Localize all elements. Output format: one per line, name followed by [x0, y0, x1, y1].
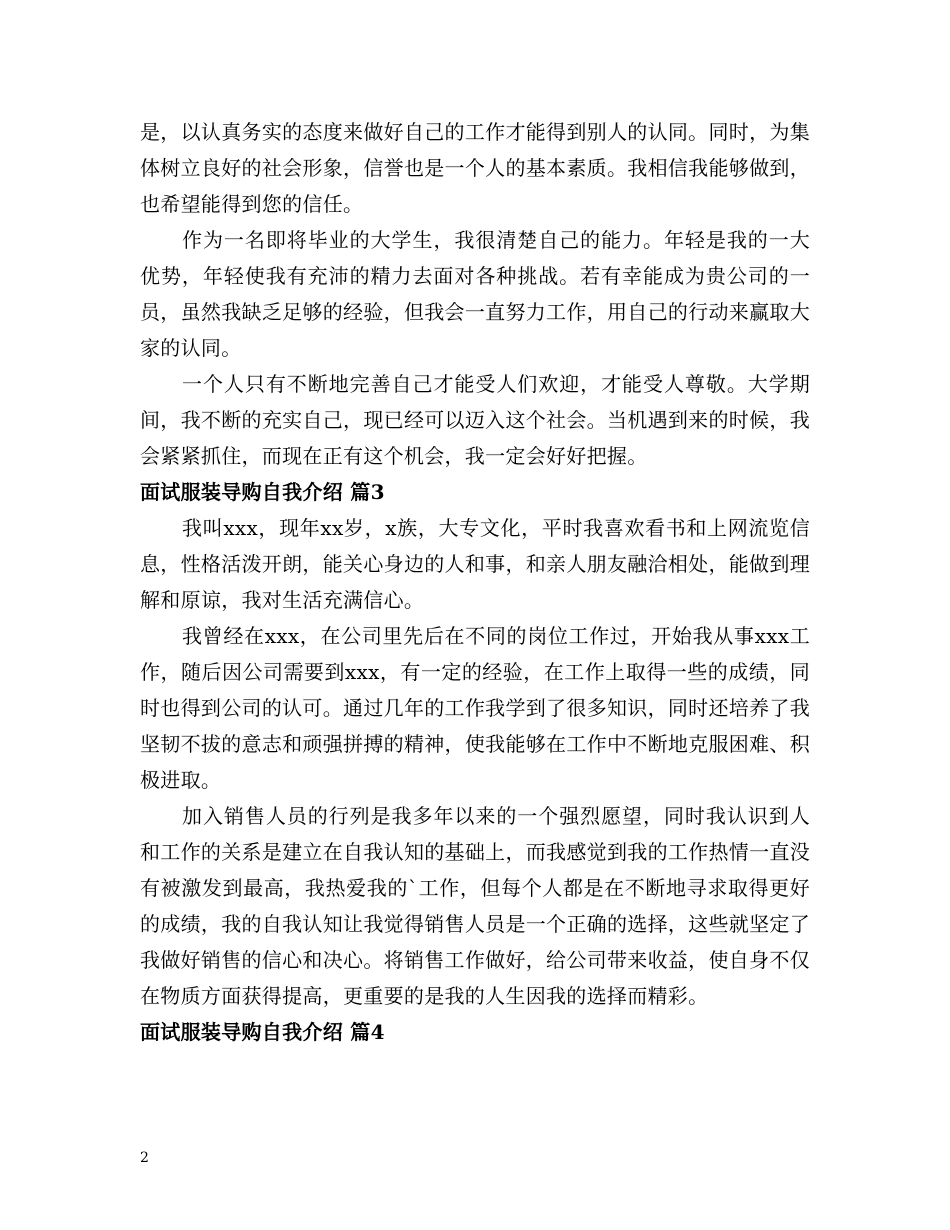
section-heading: 面试服装导购自我介绍 篇3 — [140, 480, 385, 504]
section-heading: 面试服装导购自我介绍 篇4 — [140, 1020, 385, 1044]
paragraph: 我曾经在xxx，在公司里先后在不同的岗位工作过，开始我从事xxx工作，随后因公司需要到xxx，有一定的经验，在工作上取得一些的成绩，同时也得到公司的认可。通过几年的工作我学到了很多知识，同时还培养了我坚韧不拔的意志和顽强拼搏的精神，使我能够在工作中不断地克服困难、积极进取。 — [140, 624, 810, 792]
paragraph: 一个人只有不断地完善自己才能受人们欢迎，才能受人尊敬。大学期间，我不断的充实自己，现已经可以迈入这个社会。当机遇到来的时候，我会紧紧抓住，而现在正有这个机会，我一定会好好把握。 — [140, 372, 810, 468]
page-number: 2 — [140, 1150, 149, 1166]
paragraph: 加入销售人员的行列是我多年以来的一个强烈愿望，同时我认识到人和工作的关系是建立在自我认知的基础上，而我感觉到我的工作热情一直没有被激发到最高，我热爱我的`工作，但每个人都是在不断地寻求取得更好的成绩，我的自我认知让我觉得销售人员是一个正确的选择，这些就坚定了我做好销售的信心和决心。将销售工作做好，给公司带来收益，使自身不仅在物质方面获得提高，更重要的是我的人生因我的选择而精彩。 — [140, 804, 810, 1008]
document-body — [140, 114, 810, 1050]
paragraph: 是，以认真务实的态度来做好自己的工作才能得到别人的认同。同时，为集体树立良好的社会形象，信誉也是一个人的基本素质。我相信我能够做到，也希望能得到您的信任。 — [140, 120, 810, 216]
paragraph: 作为一名即将毕业的大学生，我很清楚自己的能力。年轻是我的一大优势，年轻使我有充沛的精力去面对各种挑战。若有幸能成为贵公司的一员，虽然我缺乏足够的经验，但我会一直努力工作，用自己的行动来赢取大家的认同。 — [140, 228, 810, 360]
paragraph: 我叫xxx，现年xx岁，x族，大专文化，平时我喜欢看书和上网流览信息，性格活泼开朗，能关心身边的人和事，和亲人朋友融洽相处，能做到理解和原谅，我对生活充满信心。 — [140, 516, 810, 612]
